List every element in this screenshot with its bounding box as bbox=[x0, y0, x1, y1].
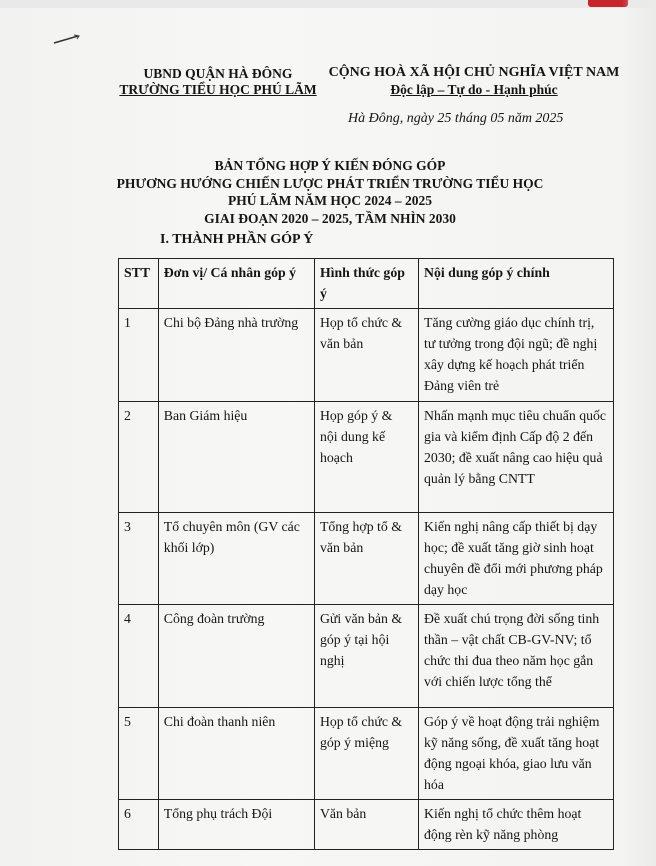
national-header bbox=[318, 64, 630, 98]
title-line-2: PHƯƠNG HƯỚNG CHIẾN LƯỢC PHÁT TRIỂN TRƯỜNG TIỂU HỌC bbox=[116, 175, 544, 191]
cell-form: Tổng hợp tổ & văn bản bbox=[314, 513, 418, 605]
document-date: Hà Đông, ngày 25 tháng 05 năm 2025 bbox=[348, 111, 564, 126]
cell-stt: 1 bbox=[119, 309, 159, 402]
cell-stt: 4 bbox=[119, 605, 159, 708]
table-row bbox=[119, 708, 614, 800]
cell-content: Góp ý về hoạt động trải nghiệm kỹ năng sống, đề xuất tăng hoạt động ngoại khóa, giao lưu văn hóa bbox=[419, 708, 614, 800]
cell-form: Họp tổ chức & góp ý miệng bbox=[314, 708, 418, 800]
cell-stt: 6 bbox=[119, 800, 159, 850]
cell-unit: Tổ chuyên môn (GV các khối lớp) bbox=[158, 513, 314, 605]
cell-stt: 3 bbox=[119, 513, 159, 605]
title-line-1: BẢN TỔNG HỢP Ý KIẾN ĐÓNG GÓP bbox=[214, 158, 446, 173]
cell-unit: Chi bộ Đảng nhà trường bbox=[158, 309, 314, 402]
cell-unit: Công đoàn trường bbox=[158, 605, 314, 708]
table-row bbox=[119, 513, 614, 605]
col-header-unit: Đơn vị/ Cá nhân góp ý bbox=[158, 259, 314, 309]
table-row bbox=[119, 309, 614, 402]
section-heading: I. THÀNH PHẦN GÓP Ý bbox=[160, 232, 314, 247]
table-header-row bbox=[119, 259, 614, 309]
table-row bbox=[119, 605, 614, 708]
table-row bbox=[119, 402, 614, 513]
feedback-table bbox=[118, 258, 614, 850]
page-edge-shadow bbox=[622, 0, 656, 866]
top-edge bbox=[0, 0, 656, 8]
cell-stt: 2 bbox=[119, 402, 159, 513]
national-motto: Độc lập – Tự do - Hạnh phúc bbox=[390, 82, 558, 97]
col-header-form: Hình thức góp ý bbox=[314, 259, 418, 309]
cell-form: Gửi văn bản & góp ý tại hội nghị bbox=[314, 605, 418, 708]
cell-content: Đề xuất chú trọng đời sống tinh thần – vật chất CB-GV-NV; tổ chức thi đua theo năm học gắn với chiến lược tổng thể bbox=[419, 605, 614, 708]
org-parent: UBND QUẬN HÀ ĐÔNG bbox=[143, 66, 293, 81]
table-row bbox=[119, 800, 614, 850]
cell-stt: 5 bbox=[119, 708, 159, 800]
title-line-3: PHÚ LÃM NĂM HỌC 2024 – 2025 bbox=[228, 193, 432, 208]
cell-unit: Chi đoàn thanh niên bbox=[158, 708, 314, 800]
cell-unit: Ban Giám hiệu bbox=[158, 402, 314, 513]
col-header-stt: STT bbox=[119, 259, 159, 309]
title-line-4: GIAI ĐOẠN 2020 – 2025, TẦM NHÌN 2030 bbox=[204, 210, 456, 226]
document-title bbox=[90, 157, 570, 227]
cell-unit: Tổng phụ trách Đội bbox=[158, 800, 314, 850]
national-title: CỘNG HOÀ XÃ HỘI CHỦ NGHĨA VIỆT NAM bbox=[328, 65, 620, 80]
cell-form: Văn bản bbox=[314, 800, 418, 850]
cell-form: Họp góp ý & nội dung kế hoạch bbox=[314, 402, 418, 513]
cell-content: Kiến nghị nâng cấp thiết bị dạy học; đề xuất tăng giờ sinh hoạt chuyên đề đổi mới phương pháp dạy học bbox=[419, 513, 614, 605]
pen-stroke-mark bbox=[52, 32, 82, 46]
org-header bbox=[108, 66, 328, 98]
cell-form: Họp tổ chức & văn bản bbox=[314, 309, 418, 402]
cell-content: Nhấn mạnh mục tiêu chuẩn quốc gia và kiểm định Cấp độ 2 đến 2030; đề xuất nâng cao hiệu quả quản lý bằng CNTT bbox=[419, 402, 614, 513]
org-school: TRƯỜNG TIỂU HỌC PHÚ LÃM bbox=[119, 82, 317, 97]
col-header-content: Nội dung góp ý chính bbox=[419, 259, 614, 309]
cell-content: Tăng cường giáo dục chính trị, tư tưởng trong đội ngũ; đề nghị xây dựng kế hoạch phát triển Đảng viên trẻ bbox=[419, 309, 614, 402]
cell-content: Kiến nghị tổ chức thêm hoạt động rèn kỹ năng phòng bbox=[419, 800, 614, 850]
